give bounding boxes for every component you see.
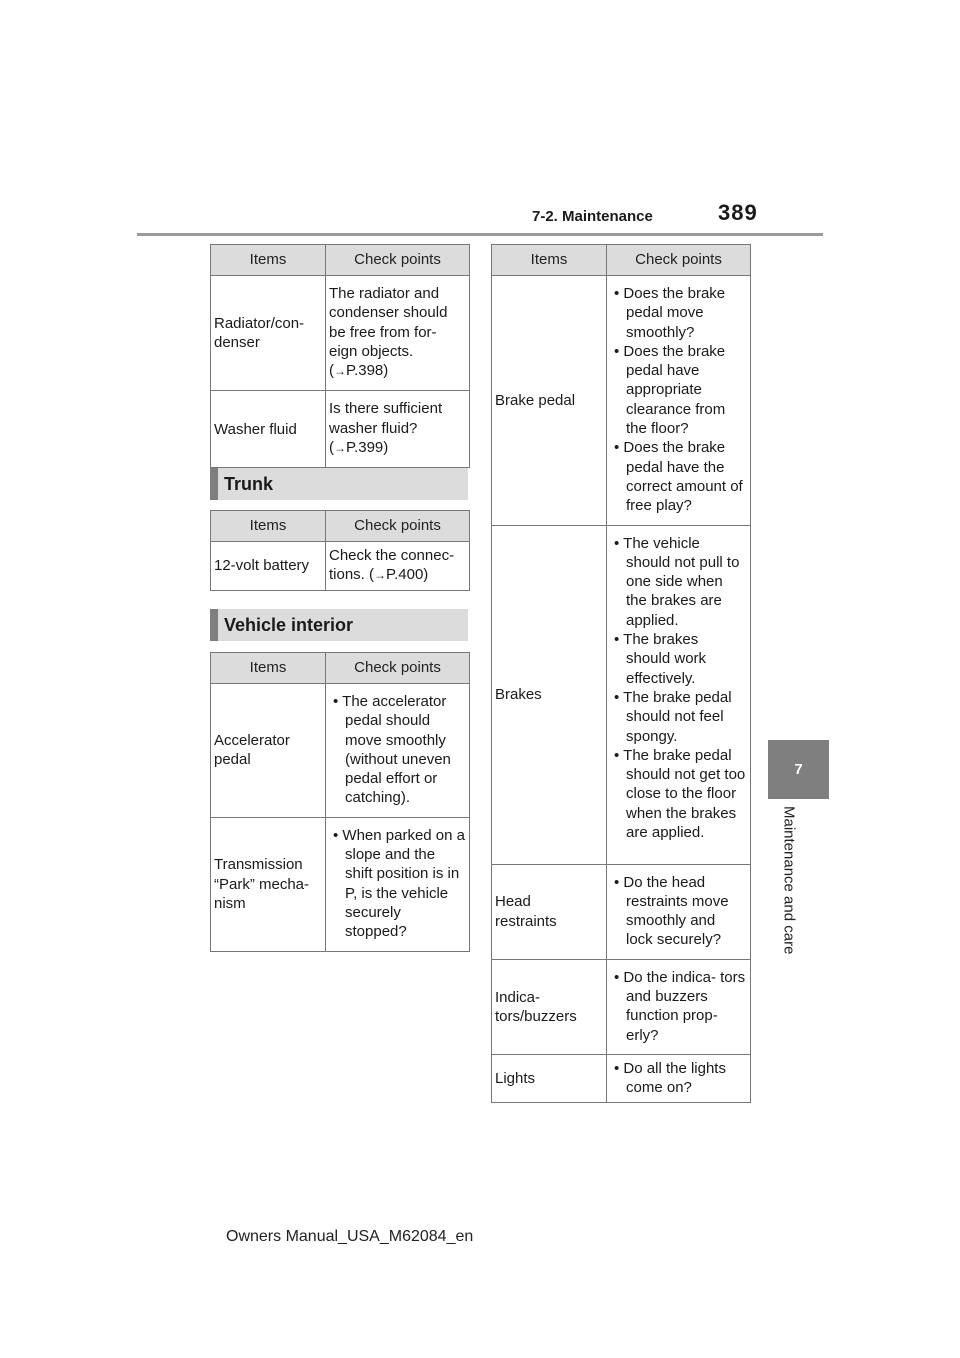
item-cell: Lights	[492, 1054, 607, 1102]
check-cell	[607, 864, 751, 959]
header-items: Items	[211, 653, 326, 684]
table-header-row	[211, 511, 470, 542]
bullet-item: • Does the brake pedal have the correct amount of free play?	[610, 438, 746, 515]
table-row	[492, 276, 751, 526]
page-ref-link[interactable]: P.400	[386, 566, 424, 584]
bullet-item: • The brake pedal should not get too close to the floor when the brakes are applied.	[610, 746, 746, 842]
arrow-icon: →	[374, 568, 387, 583]
check-cell	[326, 817, 470, 951]
header-check-points: Check points	[326, 245, 470, 276]
table-row	[492, 1054, 751, 1102]
header-check-points: Check points	[607, 245, 751, 276]
table-row	[211, 817, 470, 951]
table-row	[211, 684, 470, 818]
table-row	[492, 864, 751, 959]
checks-table-engine	[210, 244, 470, 468]
check-cell: Is there sufficient washer fluid? (→P.399)	[326, 391, 470, 468]
item-cell: Radiator/con- denser	[211, 276, 326, 391]
header-items: Items	[211, 511, 326, 542]
table-row	[492, 525, 751, 864]
section-header: 7-2. Maintenance	[532, 208, 653, 225]
check-text: Check the connec- tions. (	[329, 547, 455, 584]
item-cell: Accelerator pedal	[211, 684, 326, 818]
header-rule	[137, 233, 823, 236]
item-cell: Transmission “Park” mecha- nism	[211, 817, 326, 951]
bullet-item: • Do all the lights come on?	[610, 1059, 746, 1098]
table-header-row	[211, 245, 470, 276]
check-cell	[326, 684, 470, 818]
page-number: 389	[718, 200, 758, 225]
check-cell: Check the connec- tions. (→P.400)	[326, 542, 470, 591]
bullet-item: • The accelerator pedal should move smoothly (without uneven pedal effort or catching).	[329, 692, 465, 808]
table-row	[211, 276, 470, 391]
page-ref-link[interactable]: P.399	[346, 439, 384, 457]
bullet-item: • Do the head restraints move smoothly and lock securely?	[610, 873, 746, 950]
check-cell: The radiator and condenser should be free from for- eign objects. (→P.398)	[326, 276, 470, 391]
chapter-label: Maintenance and care	[780, 806, 798, 955]
check-cell	[607, 959, 751, 1054]
check-cell	[607, 1054, 751, 1102]
bullet-item: • Does the brake pedal move smoothly?	[610, 284, 746, 342]
checks-table-trunk	[210, 510, 470, 591]
item-cell: Brake pedal	[492, 276, 607, 526]
checks-table-continued	[491, 244, 751, 1103]
header-check-points: Check points	[326, 653, 470, 684]
section-heading-vehicle-interior: Vehicle interior	[210, 609, 468, 641]
header-items: Items	[211, 245, 326, 276]
item-cell: Washer fluid	[211, 391, 326, 468]
bullet-item: • The brakes should work effectively.	[610, 630, 746, 688]
item-cell: Brakes	[492, 525, 607, 864]
table-row	[211, 391, 470, 468]
check-text: Is there sufficient washer fluid?	[329, 400, 443, 437]
arrow-icon: →	[334, 364, 346, 379]
bullet-item: • When parked on a slope and the shift position is in P, is the vehicle securely stopped?	[329, 826, 465, 942]
page-ref-link[interactable]: P.398	[346, 362, 384, 380]
bullet-item: • The vehicle should not pull to one side when the brakes are applied.	[610, 534, 746, 630]
table-row	[492, 959, 751, 1054]
check-text: The radiator and condenser should be free from for- eign objects.	[329, 285, 448, 360]
checks-table-interior	[210, 652, 470, 952]
header-items: Items	[492, 245, 607, 276]
table-row	[211, 542, 470, 591]
item-cell: Head restraints	[492, 864, 607, 959]
table-header-row	[211, 653, 470, 684]
bullet-item: • Do the indica- tors and buzzers function prop- erly?	[610, 968, 746, 1045]
chapter-tab: 7	[768, 740, 829, 799]
item-cell: Indica- tors/buzzers	[492, 959, 607, 1054]
bullet-item: • Does the brake pedal have appropriate clearance from the floor?	[610, 342, 746, 438]
table-header-row	[492, 245, 751, 276]
check-cell	[607, 276, 751, 526]
header-check-points: Check points	[326, 511, 470, 542]
section-heading-trunk: Trunk	[210, 468, 468, 500]
bullet-item: • The brake pedal should not feel spongy.	[610, 688, 746, 746]
item-cell: 12-volt battery	[211, 542, 326, 591]
check-cell	[607, 525, 751, 864]
arrow-icon: →	[334, 441, 346, 456]
footer-doc-id: Owners Manual_USA_M62084_en	[226, 1228, 474, 1245]
